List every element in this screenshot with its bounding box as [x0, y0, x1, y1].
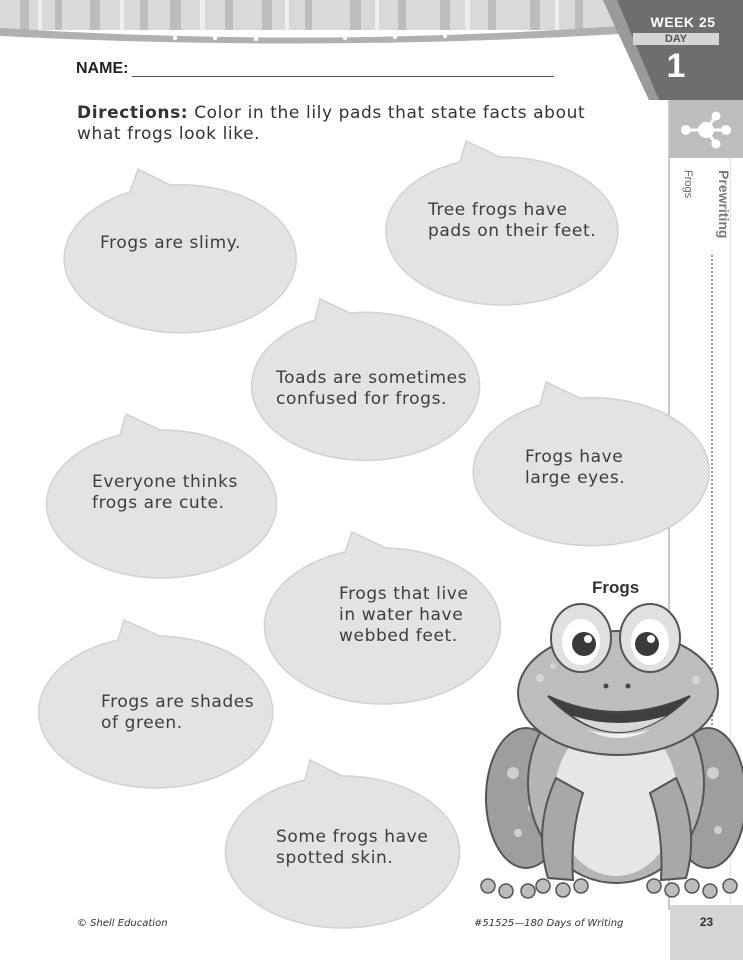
directions-label: Directions:: [77, 103, 189, 123]
frog-caption: Frogs: [592, 578, 640, 597]
lily-pad-7-text: Frogs are shades of green.: [101, 692, 255, 733]
directions-line-2: what frogs look like.: [77, 124, 261, 144]
lily-pad-1-text: Frogs are slimy.: [100, 233, 242, 253]
name-label: NAME:: [76, 60, 129, 77]
lily-pad-3-text: Toads are sometimes confused for frogs.: [276, 368, 468, 409]
lily-pad-5-text: Frogs have large eyes.: [525, 447, 626, 488]
side-category: Prewriting: [716, 170, 732, 239]
frog-illustration: [478, 598, 743, 900]
lily-pad-2-text: Tree frogs have pads on their feet.: [428, 200, 597, 241]
day-label: DAY: [664, 33, 688, 45]
footer-page-tab: [670, 905, 743, 960]
lily-pad-8-text: Some frogs have spotted skin.: [276, 827, 429, 868]
directions-line-1: Color in the lily pads that state facts about: [194, 103, 586, 123]
week-label: WEEK 25: [650, 14, 716, 30]
footer-copyright: © Shell Education: [77, 918, 168, 929]
footer-book: #51525—180 Days of Writing: [474, 918, 624, 929]
footer-page-number: 23: [699, 915, 714, 929]
day-number: 1: [666, 47, 686, 85]
lily-pad-4-text: Everyone thinks frogs are cute.: [92, 472, 238, 513]
lily-pad-6-text: Frogs that live in water have webbed feet.: [339, 584, 469, 646]
side-topic: Frogs: [682, 170, 694, 199]
